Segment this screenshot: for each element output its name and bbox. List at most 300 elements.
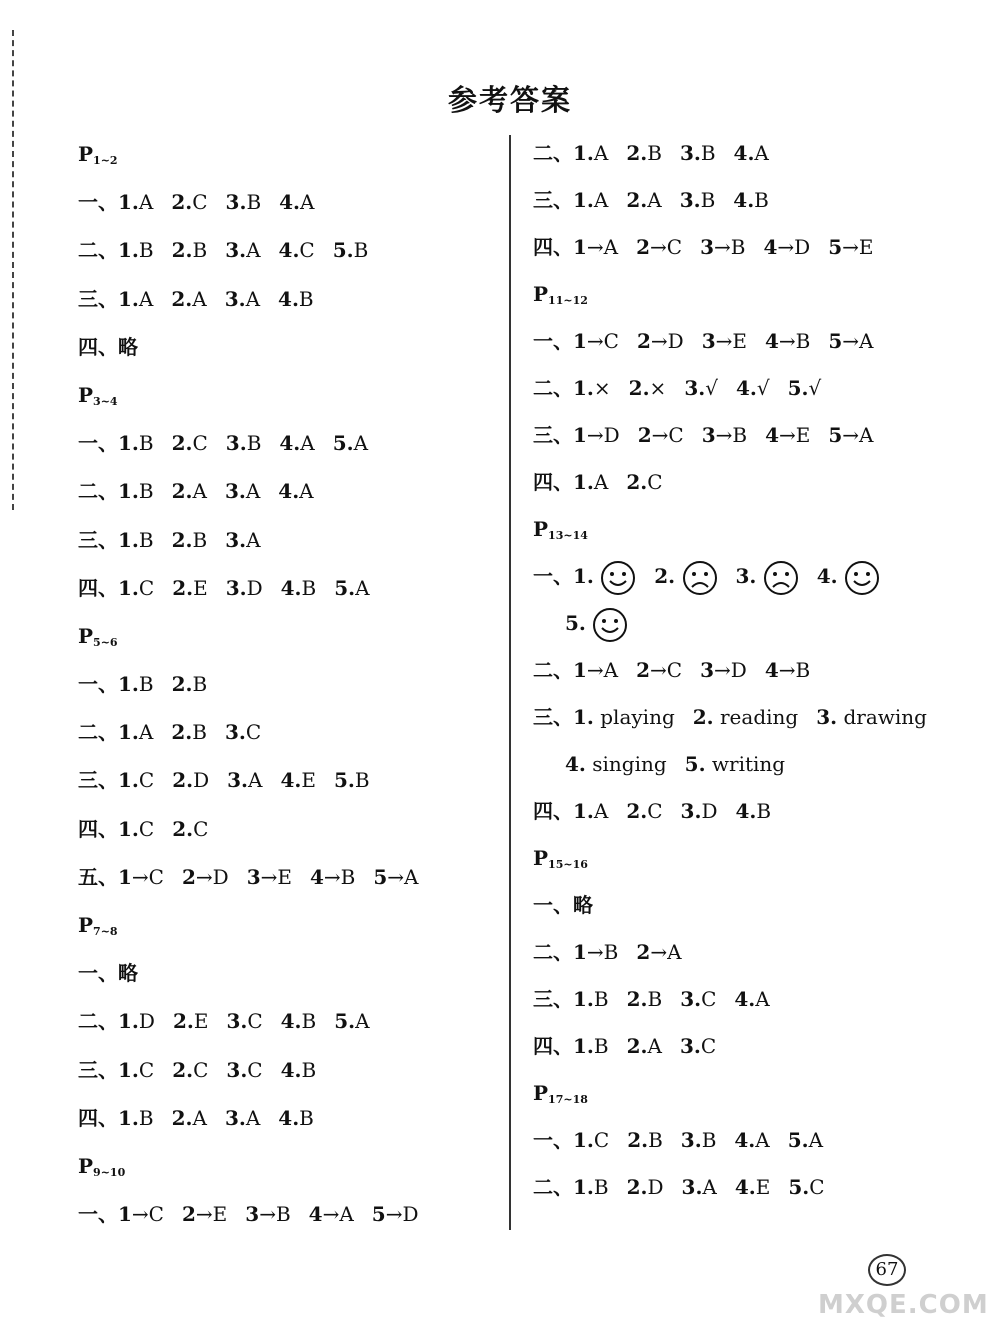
question-number: 5. [565,611,586,635]
question-number: 3. [225,431,247,456]
page-range-subscript: 17~18 [548,1093,588,1106]
answer-item [681,788,718,835]
question-number: 3. [225,238,247,263]
answer-value: B [192,238,208,263]
question-number: 5 [373,864,388,889]
answer-item [629,365,667,412]
answer-item [225,226,260,274]
answer-row [78,564,493,612]
answer-item [573,459,608,506]
section-label: 三、 [78,768,118,793]
column-divider [509,135,511,1230]
answer-value: →D [385,1202,419,1227]
answer-value: →B [714,235,746,259]
page-range-subscript: 7~8 [93,925,118,938]
answer-item [573,1117,609,1164]
answer-item [310,853,355,901]
question-number: 1. [118,1009,139,1034]
answer-value: C [701,987,717,1011]
section-label: 四、 [78,1105,118,1130]
question-number: 1. [573,188,594,212]
page-number: 67 [868,1254,906,1286]
question-number: 2. [626,1175,648,1199]
answer-value: →A [842,329,874,353]
page-range-label: $P_{7\sim 8}$ [78,913,118,938]
question-number: 3. [735,564,757,588]
page-range-heading [78,612,493,660]
question-number: 1. [118,286,139,311]
question-number: 5 [828,235,843,259]
question-number: 4. [280,1057,302,1082]
answer-item [764,224,811,271]
answer-item [626,788,662,835]
answer-item [279,178,314,226]
answer-value: →A [322,1202,354,1227]
answer-row [533,1164,973,1211]
section-label: 一、 [78,672,118,697]
answer-item [685,741,785,788]
question-number: 1 [573,329,587,353]
answer-item [680,976,716,1023]
question-number: 3. [679,188,701,212]
answer-item [733,177,769,224]
answer-value: D [246,575,263,600]
answer-value: A [192,1105,207,1130]
answer-item [573,694,675,741]
answer-value: →C [650,235,683,259]
answer-item [279,419,314,467]
answer-value: E [301,768,316,793]
answer-value: B [754,188,769,212]
question-number: 3. [679,1034,701,1058]
answer-item [182,1190,227,1238]
answer-item [684,365,718,412]
question-number: 1. [118,816,139,841]
question-number: 3. [225,527,247,552]
question-number: 4. [280,1009,302,1034]
question-number: 5. [334,1009,356,1034]
answer-value: →C [131,1202,164,1227]
answer-value: reading [713,705,799,729]
answer-value: →A [586,658,619,682]
answer-value: C [809,1175,825,1199]
answer-value: A [647,188,662,212]
answer-value: A [299,479,314,504]
answer-value: × [649,376,667,400]
answer-value: √ [756,376,770,400]
question-number: 1. [573,987,594,1011]
answer-row [533,130,973,177]
answer-item [118,564,154,612]
answer-value: A [754,141,769,165]
answer-row [78,1190,493,1238]
answer-value: →D [195,864,229,889]
answer-item [828,224,873,271]
page-range-label: $P_{5\sim 6}$ [78,623,118,649]
question-number: 4. [734,987,756,1011]
answer-value: A [647,1034,662,1058]
section-label: 二、 [78,238,118,263]
page-range-heading [533,271,973,318]
question-number: 5. [333,768,355,793]
page-range-subscript: 9~10 [93,1165,126,1179]
answer-row [78,660,493,708]
section-label: 一、略 [78,961,138,986]
question-number: 4. [278,479,300,504]
answer-item [693,694,798,741]
answer-row [78,178,493,226]
happy-face-icon [844,560,880,596]
answer-item [118,997,155,1045]
answer-item [333,226,369,274]
question-number: 1 [573,658,587,682]
question-number: 3. [225,190,247,215]
answer-row [78,949,493,997]
section-label: 二、 [533,658,573,682]
answer-value: →D [714,658,747,682]
answer-value: C [299,238,315,263]
answer-row [533,694,973,741]
answer-value: B [192,527,208,552]
answer-value: →D [650,329,684,353]
answer-value: A [808,1128,824,1152]
section-label: 四、 [533,799,573,823]
question-number: 1. [573,470,594,494]
section-label: 四、 [78,575,118,600]
section-label: 一、 [78,190,118,215]
answer-value: B [700,188,716,212]
answer-item [171,708,207,756]
answer-item [278,275,314,323]
answer-value: B [701,1128,717,1152]
question-number: 3. [226,1009,248,1034]
answer-item [118,708,153,756]
answer-item [281,1046,317,1094]
answer-value: C [647,470,663,494]
answer-item [816,694,927,741]
question-number: 1. [118,575,139,600]
answer-item [118,226,154,274]
question-number: 3. [681,1175,703,1199]
answer-value: A [755,987,770,1011]
answer-value: D [647,1175,664,1199]
question-number: 2. [626,799,648,823]
answer-value: C [247,1057,263,1082]
question-number: 1 [118,864,132,889]
answer-item [626,177,661,224]
question-number: 1. [118,431,139,456]
answer-row [533,788,973,835]
question-number: 4. [280,575,302,600]
answer-item [171,275,206,323]
answer-item [172,660,208,708]
answer-row [533,882,973,929]
answer-row [78,467,493,515]
answer-item [173,997,209,1045]
answer-value: C [647,799,663,823]
section-label: 二、 [533,376,573,400]
answer-item [245,1190,290,1238]
answer-row [533,1117,973,1164]
answer-item [638,412,684,459]
answer-item [227,756,262,804]
answer-item [118,756,154,804]
question-number: 3. [224,1105,246,1130]
page-range-label: $P_{1\sim 2}$ [78,142,118,167]
answer-row [533,412,973,459]
question-number: 1. [118,190,139,215]
page-range-subscript: 1~2 [93,154,118,167]
answer-item [700,224,745,271]
question-number: 3. [680,799,702,823]
sad-face-icon [682,560,718,596]
page-range-heading [533,835,973,882]
answer-item [171,178,207,226]
answer-row [78,805,493,853]
answer-value: C [138,768,155,793]
question-number: 2. [172,575,194,600]
answer-value: →A [842,423,874,447]
answer-item [225,516,260,564]
answer-item [172,226,208,274]
question-number: 2 [636,940,651,964]
answer-row [78,997,493,1045]
answer-row [78,853,493,901]
question-number: 4. [278,286,299,311]
question-number: 1 [118,1202,132,1227]
answer-value: × [593,376,611,400]
question-number: 4. [279,190,301,215]
question-number: 4. [733,141,755,165]
answer-value: C [192,190,208,215]
question-number: 3 [245,1202,260,1227]
section-label: 四、 [533,470,573,494]
answer-value: C [138,575,155,600]
answer-value: playing [593,705,675,729]
answer-value: →E [260,864,292,889]
page-range-heading [533,1070,973,1117]
answer-value: C [193,1057,209,1082]
question-number: 4. [734,1128,756,1152]
answer-item [309,1190,354,1238]
answer-value: →D [777,235,811,259]
answer-value: A [192,479,207,504]
question-number: 1. [573,141,594,165]
answer-item [817,553,880,600]
answer-item [636,224,682,271]
section-label: 二、 [78,479,118,504]
question-number: 2. [171,527,193,552]
question-number: 4 [764,658,779,682]
answer-item [626,130,662,177]
question-number: 2 [181,864,196,889]
answer-item [118,853,164,901]
question-number: 3 [701,423,716,447]
answer-item [765,647,810,694]
answer-row [533,929,973,976]
answer-item [372,1190,419,1238]
answer-item [736,553,799,600]
answer-item [627,1117,663,1164]
question-number: 2. [626,987,648,1011]
answer-row [78,323,493,371]
answer-item [225,1094,260,1142]
answer-item [118,1094,154,1142]
question-number: 5. [787,1128,809,1152]
answer-value: B [756,799,772,823]
section-label: 四、 [533,1034,573,1058]
answer-item [573,412,620,459]
question-number: 5. [684,752,706,776]
answer-item [573,1023,609,1070]
answer-item [226,1046,262,1094]
answer-row [533,459,973,506]
answer-row [78,708,493,756]
answer-value: B [647,987,663,1011]
answer-value: D [138,1009,155,1034]
answer-value: B [353,238,369,263]
answer-value: A [593,188,609,212]
answer-value: B [299,1105,314,1130]
answer-value: B [246,190,262,215]
question-number: 3. [679,141,701,165]
answer-item [118,805,154,853]
page-range-heading [78,1142,493,1190]
answer-item [654,553,717,600]
answer-item [172,1046,208,1094]
answer-item [281,564,317,612]
page-range-label: $P_{15\sim 16}$ [533,846,588,871]
answer-value: →A [387,864,419,889]
answer-value: B [593,1034,609,1058]
happy-face-icon [592,607,628,643]
answer-item [636,929,681,976]
answer-row [78,419,493,467]
question-number: 3. [224,286,246,311]
question-number: 3 [700,658,715,682]
answer-value: B [246,431,262,456]
answer-item [680,130,716,177]
answer-value: →B [778,658,811,682]
answer-value: B [593,987,609,1011]
answer-value: E [193,1009,209,1034]
answer-value: B [301,1009,317,1034]
question-number: 3. [684,376,706,400]
answer-value: A [248,768,263,793]
answer-item [226,419,262,467]
answer-value: A [192,286,207,311]
question-number: 2. [626,1034,648,1058]
answer-item [736,365,770,412]
answer-item [734,130,769,177]
answer-value: →E [715,329,747,353]
answer-value: A [138,286,154,311]
page-range-label: $P_{9\sim 10}$ [78,1153,126,1179]
answer-row [78,1094,493,1142]
answer-item [573,318,619,365]
answer-value: A [245,479,261,504]
answer-item [278,1094,314,1142]
question-number: 1. [118,768,139,793]
answer-item [573,976,609,1023]
question-number: 1. [118,1057,139,1082]
answer-value: C [700,1034,717,1058]
page-range-label: $P_{13\sim 14}$ [533,517,588,542]
question-number: 4. [734,1175,756,1199]
question-number: 4. [733,188,755,212]
question-number: 4 [308,1202,323,1227]
answer-item [573,929,618,976]
answer-value: →E [195,1202,228,1227]
question-number: 1. [118,720,139,745]
answer-value: A [300,190,315,215]
answer-value: A [593,799,609,823]
answer-item [172,516,208,564]
question-number: 2. [171,431,193,456]
question-number: 5. [332,238,354,263]
answer-value: A [755,1128,770,1152]
answer-row [533,976,973,1023]
answer-item [172,756,209,804]
answer-value: B [138,431,154,456]
answer-item [172,564,208,612]
section-label: 三、 [533,987,573,1011]
answer-column-right [533,130,973,1211]
question-number: 5 [828,329,843,353]
answer-value: √ [808,376,822,400]
answer-value: C [247,1009,263,1034]
answer-value: →A [586,235,619,259]
answer-item [828,318,873,365]
answer-value: B [138,479,154,504]
question-number: 2. [171,238,193,263]
answer-value: →C [131,864,164,889]
answer-item [573,130,608,177]
question-number: 2. [171,190,193,215]
question-number: 4. [280,768,302,793]
answer-value: A [138,720,154,745]
answer-item [788,1117,823,1164]
answer-value: A [593,141,609,165]
question-number: 5 [371,1202,386,1227]
question-number: 2 [636,235,651,259]
answer-value: →D [586,423,620,447]
question-number: 5. [788,1175,810,1199]
section-label: 四、略 [78,334,138,359]
answer-row [533,177,973,224]
question-number: 4 [764,329,779,353]
question-number: 1. [118,479,139,504]
answer-item [680,177,716,224]
answer-item [565,600,628,647]
answer-item [735,788,771,835]
question-number: 1 [573,423,587,447]
question-number: 2. [171,672,193,697]
happy-face-icon [600,560,636,596]
answer-row [533,741,973,788]
answer-item [333,419,368,467]
answer-item [172,419,208,467]
question-number: 3 [700,235,715,259]
answer-item [565,741,667,788]
answer-item [172,467,207,515]
answer-value: A [353,431,369,456]
section-label: 一、略 [533,893,593,917]
section-label: 三、 [78,286,118,311]
question-number: 1. [118,672,139,697]
section-label: 一、 [78,431,118,456]
answer-value: D [701,799,718,823]
